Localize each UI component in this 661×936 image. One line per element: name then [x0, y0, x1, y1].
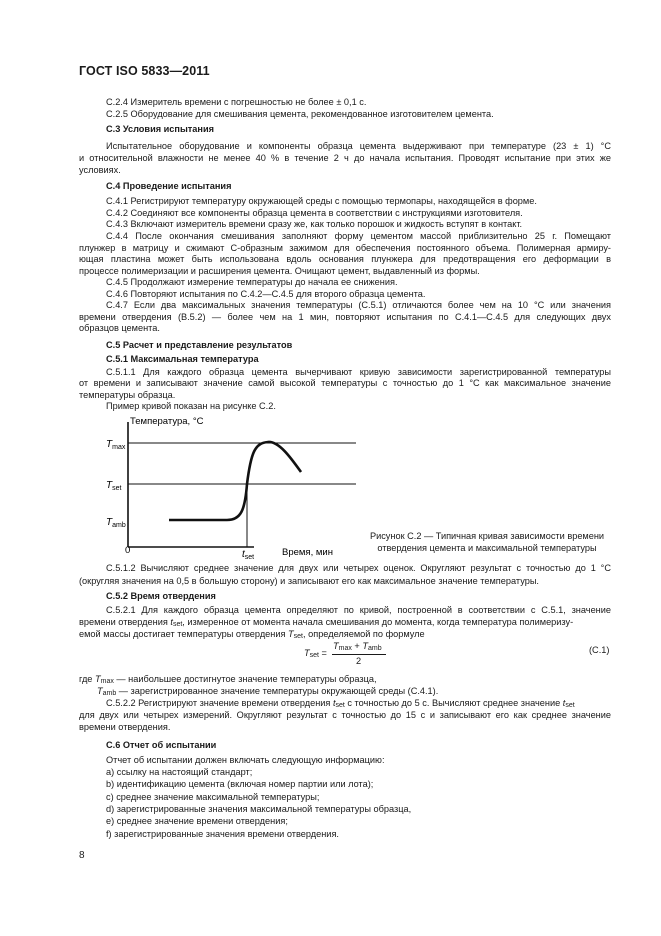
temperature-curve [169, 442, 301, 520]
c44-line1: C.4.4 После окончания смешивания заполняют форму цементом массой приблизительно 25 г. Помещают [106, 231, 611, 241]
clause-c4-6: C.4.6 Повторяют испытания по C.4.2—C.4.5 для второго образца цемента. [106, 289, 426, 299]
c522-line3: времени отвердения. [79, 722, 171, 732]
c512-line2: (округляя значения на 0,5 в большую сторону) и записывают его как максимальное значение температуры. [79, 576, 539, 586]
section-c5-2-title: C.5.2 Время отвердения [106, 591, 216, 601]
section-c3-title: C.3 Условия испытания [106, 124, 214, 134]
c6-item-d: d) зарегистрированные значения максимальной температуры образца, [106, 804, 412, 814]
c47-line3: образцов цемента. [79, 323, 160, 333]
c6-intro: Отчет об испытании должен включать следующую информацию: [106, 755, 385, 765]
section-c5-1-title: C.5.1 Максимальная температура [106, 354, 259, 364]
clause-c4-2: C.4.2 Соединяют все компоненты образца цемента в соответствии с инструкциями изготовителя. [106, 208, 523, 218]
figure-caption-line2: отвердения цемента и максимальной температуры [377, 543, 597, 553]
x-axis-label: Время, мин [282, 547, 333, 558]
c511-line3: температуры образца. [79, 390, 176, 400]
c521-line1: C.5.2.1 Для каждого образца цемента определяют по кривой, построенной в соответствии с C.5.1, значение [106, 605, 611, 615]
clause-c4-3: C.4.3 Включают измеритель времени сразу же, как только порошок и жидкость вступят в контакт. [106, 219, 523, 229]
c44-line4: процессе полимеризации и расширения цемента. Очищают цемент, выдавленный из формы. [79, 266, 480, 276]
t-set-label: $T_{set}$ [106, 480, 122, 492]
formula-fraction-bar [332, 654, 386, 655]
c6-item-f: f) зарегистрированные значения времени отвердения. [106, 829, 339, 839]
clause-c2-4: C.2.4 Измеритель времени с погрешностью не более ± 0,1 с. [106, 97, 367, 107]
section-c4-title: C.4 Проведение испытания [106, 181, 232, 191]
c44-line2: плунжер в матрицу и сжимают С-образным зажимом для обеспечения постоянного объема. Полимерная армиру- [79, 243, 611, 253]
page-number: 8 [79, 850, 85, 861]
c6-item-a: a) ссылку на настоящий стандарт; [106, 767, 253, 777]
formula-numerator: $T_{max} + T_{amb}$ [333, 641, 382, 652]
section-c5-title: C.5 Расчет и представление результатов [106, 340, 293, 350]
formula-denominator: 2 [356, 656, 362, 666]
clause-c4-1: C.4.1 Регистрируют температуру окружающей среды с помощью термопары, находящейся в форме. [106, 196, 537, 206]
figure-c2-chart [79, 412, 379, 562]
c44-line3: ющая пластина может быть использована вдоль основания плунжера для предотвращения его деформации в [79, 254, 611, 264]
t-set-x-label: $t_{set}$ [242, 549, 255, 561]
formula-number: (C.1) [589, 645, 610, 655]
section-c6-title: C.6 Отчет об испытании [106, 740, 217, 750]
c521-line2: времени отвердения $t_{set}$, измеренное от момента начала смешивания до момента, когда температура полимеризу- [79, 617, 574, 628]
c6-item-e: e) среднее значение времени отвердения; [106, 816, 288, 826]
where-amb-line: $T_{amb}$ — зарегистрированное значение температуры окружающей среды (C.4.1). [97, 686, 439, 697]
t-max-label: $T_{max}$ [106, 439, 126, 451]
figure-caption-line1: Рисунок C.2 — Типичная кривая зависимости времени [369, 531, 605, 541]
c3-line2: и относительной влажности не менее 40 % в течение 2 ч до начала испытания. Проводят испытание при этих же [79, 153, 611, 163]
formula-lhs: $T_{set}$ = [304, 648, 327, 659]
y-axis-label: Температура, °C [130, 416, 204, 427]
c511-line4: Пример кривой показан на рисунке C.2. [106, 401, 276, 411]
c3-line1: Испытательное оборудование и компоненты образца цемента выдерживают при температуре (23 ± 1) °C [106, 141, 611, 151]
c511-line1: C.5.1.1 Для каждого образца цемента вычерчивают кривую зависимости зарегистрированной температуры [106, 367, 611, 377]
c6-item-b: b) идентификацию цемента (включая номер партии или лота); [106, 779, 374, 789]
c522-line2: для двух или четырех измерений. Округляют результат с точностью до 15 с и записывают его как среднее значение [79, 710, 611, 720]
c6-item-c: c) среднее значение максимальной температуры; [106, 792, 320, 802]
clause-c2-5: C.2.5 Оборудование для смешивания цемента, рекомендованное изготовителем цемента. [106, 109, 494, 119]
clause-c4-5: C.4.5 Продолжают измерение температуры до начала ее снижения. [106, 277, 398, 287]
figure-caption [356, 530, 618, 554]
c521-line3: емой массы достигает температуры отвердения $T_{set}$, определяемой по формуле [79, 629, 425, 640]
c522-line1: C.5.2.2 Регистрируют значение времени отвердения $t_{set}$ с точностью до 5 с. Вычисляют среднее значение $t_{set}$ [106, 698, 575, 709]
where-max-line: где $T_{max}$ — наибольшее достигнутое значение температуры образца, [79, 674, 377, 685]
document-header: ГОСТ ISO 5833—2011 [79, 64, 210, 78]
c511-line2: от времени и записывают значение самой высокой температуры с точностью до 1 °C как максимальное значение [79, 378, 611, 388]
c3-line3: условиях. [79, 165, 121, 175]
c47-line2: времени отвердения (B.5.2) — более чем на 1 мин, повторяют испытания по C.4.1—C.4.5 для следующих двух [79, 312, 611, 322]
t-amb-label: $T_{amb}$ [106, 517, 126, 529]
c47-line1: C.4.7 Если два максимальных значения температуры (C.5.1) отличаются более чем на 10 °C или значения [106, 300, 611, 310]
origin-label: 0 [125, 545, 131, 556]
c512-line1: C.5.1.2 Вычисляют среднее значение для двух или четырех оценок. Округляют результат с точностью до 1 °C [106, 563, 611, 573]
